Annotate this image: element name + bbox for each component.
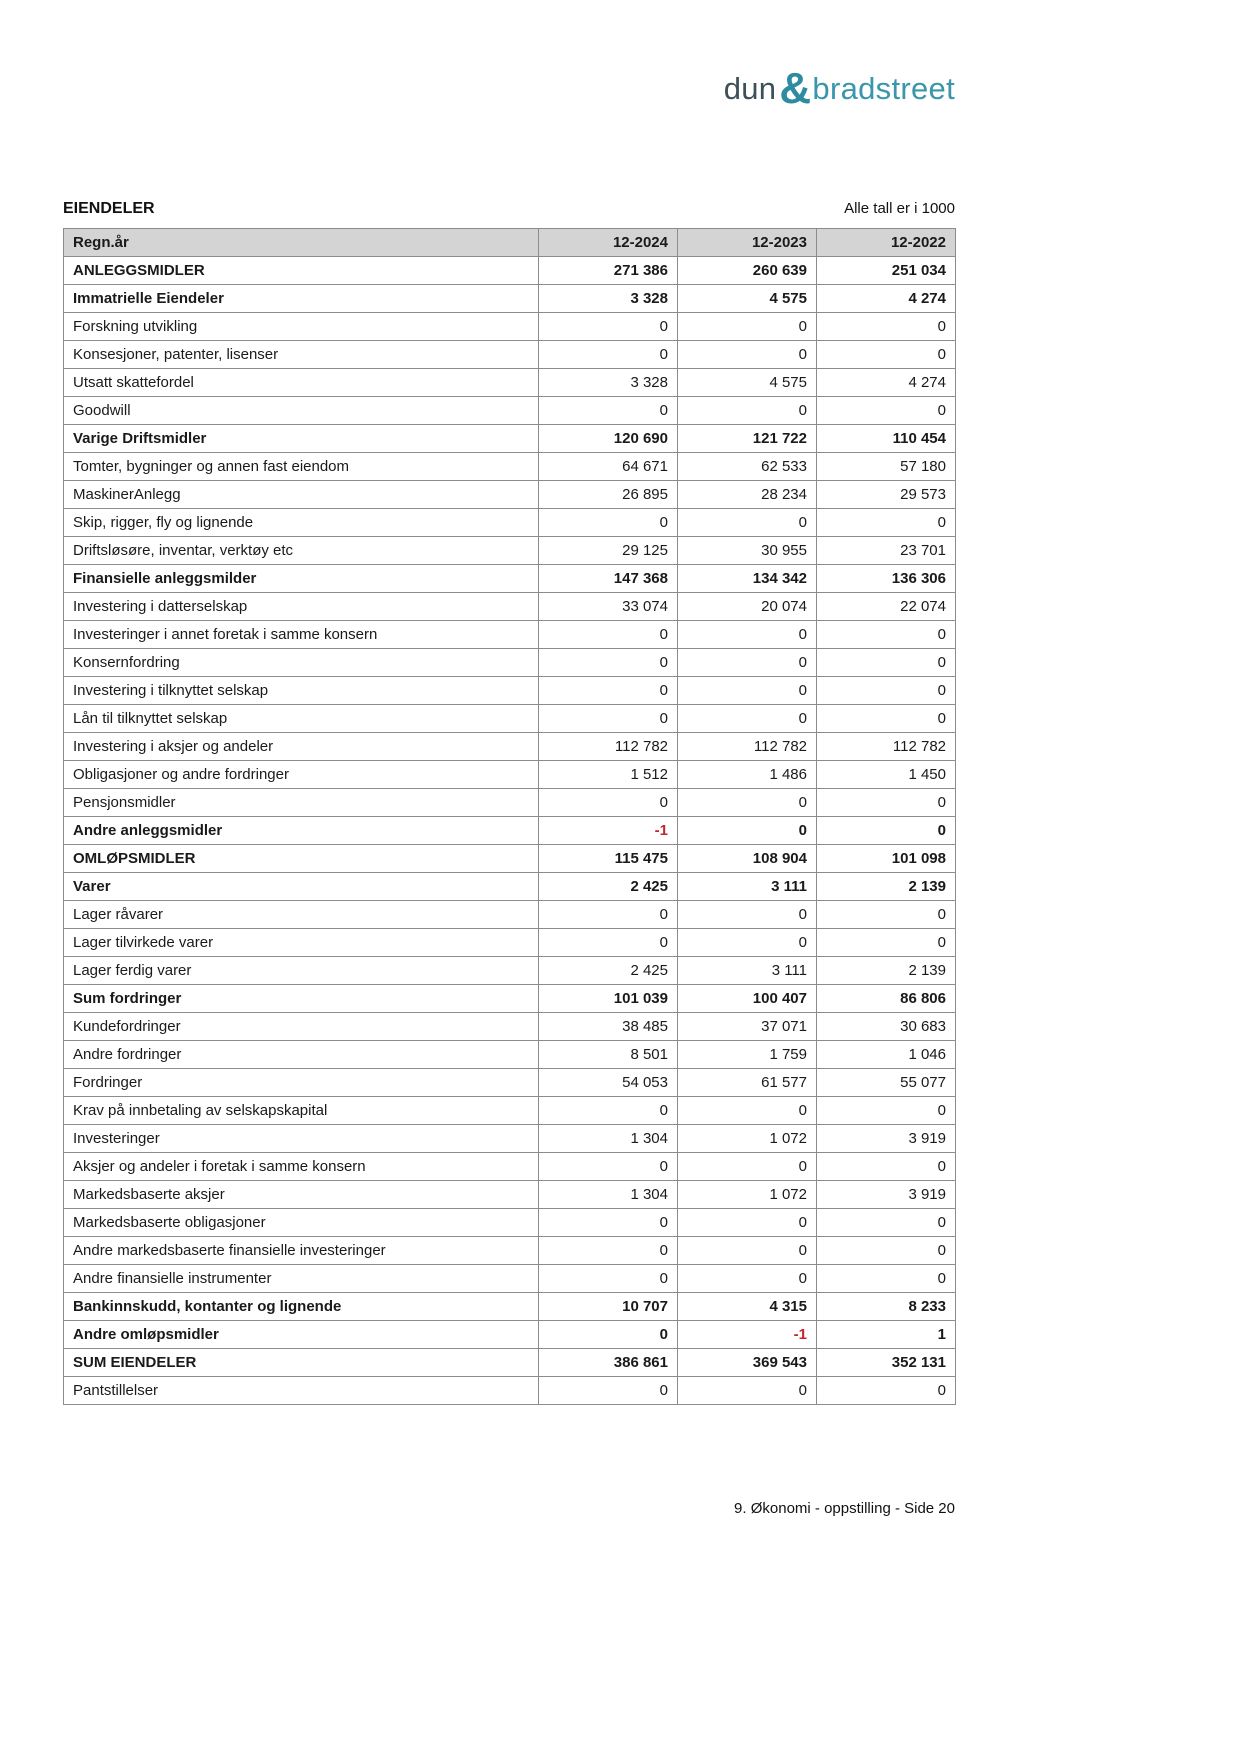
row-value: 0 <box>678 789 817 817</box>
row-label: Andre omløpsmidler <box>64 1321 539 1349</box>
row-value: 0 <box>539 1265 678 1293</box>
table-row <box>64 1153 956 1181</box>
row-value: 1 450 <box>817 761 956 789</box>
row-value: 1 <box>817 1321 956 1349</box>
row-value: 0 <box>678 1209 817 1237</box>
row-value: 26 895 <box>539 481 678 509</box>
row-value: 55 077 <box>817 1069 956 1097</box>
row-label: SUM EIENDELER <box>64 1349 539 1377</box>
row-value: 121 722 <box>678 425 817 453</box>
row-label: Finansielle anleggsmilder <box>64 565 539 593</box>
row-value: 1 304 <box>539 1125 678 1153</box>
row-value: 0 <box>539 1153 678 1181</box>
table-row <box>64 1209 956 1237</box>
row-value: 0 <box>539 929 678 957</box>
row-label: Lager råvarer <box>64 901 539 929</box>
table-row <box>64 341 956 369</box>
table-row <box>64 1265 956 1293</box>
row-value: 29 573 <box>817 481 956 509</box>
row-value: 352 131 <box>817 1349 956 1377</box>
row-value: 62 533 <box>678 453 817 481</box>
row-value: 23 701 <box>817 537 956 565</box>
row-value: 0 <box>817 817 956 845</box>
row-value: 101 039 <box>539 985 678 1013</box>
table-row <box>64 285 956 313</box>
row-label: Investeringer <box>64 1125 539 1153</box>
row-label: Tomter, bygninger og annen fast eiendom <box>64 453 539 481</box>
row-value: 0 <box>817 789 956 817</box>
assets-table <box>63 228 956 1405</box>
row-value: 112 782 <box>678 733 817 761</box>
row-value: 54 053 <box>539 1069 678 1097</box>
row-value: 4 274 <box>817 369 956 397</box>
row-value: 57 180 <box>817 453 956 481</box>
row-value: 0 <box>539 509 678 537</box>
row-value: 0 <box>817 929 956 957</box>
row-value: 0 <box>817 509 956 537</box>
row-value: 0 <box>817 1209 956 1237</box>
units-note: Alle tall er i 1000 <box>844 200 955 217</box>
row-value: 2 139 <box>817 957 956 985</box>
row-value: 0 <box>539 1377 678 1405</box>
row-label: Markedsbaserte obligasjoner <box>64 1209 539 1237</box>
row-label: Aksjer og andeler i foretak i samme konsern <box>64 1153 539 1181</box>
row-value: 101 098 <box>817 845 956 873</box>
column-header-2024: 12-2024 <box>539 229 678 257</box>
row-value: 2 139 <box>817 873 956 901</box>
row-value: 0 <box>678 705 817 733</box>
table-row <box>64 1377 956 1405</box>
row-value: 0 <box>678 313 817 341</box>
row-value: 0 <box>817 1265 956 1293</box>
row-value: 2 425 <box>539 957 678 985</box>
row-label: Andre anleggsmidler <box>64 817 539 845</box>
row-value: 271 386 <box>539 257 678 285</box>
column-header-2022: 12-2022 <box>817 229 956 257</box>
row-label: Konsernfordring <box>64 649 539 677</box>
row-value: 29 125 <box>539 537 678 565</box>
row-label: Immatrielle Eiendeler <box>64 285 539 313</box>
row-value: 251 034 <box>817 257 956 285</box>
row-value: 4 315 <box>678 1293 817 1321</box>
row-value: 37 071 <box>678 1013 817 1041</box>
row-value: 1 072 <box>678 1125 817 1153</box>
row-value: 0 <box>678 1153 817 1181</box>
table-row <box>64 649 956 677</box>
row-value: 0 <box>539 1237 678 1265</box>
row-value: 0 <box>678 1265 817 1293</box>
row-value: 20 074 <box>678 593 817 621</box>
row-value: 1 304 <box>539 1181 678 1209</box>
row-label: Krav på innbetaling av selskapskapital <box>64 1097 539 1125</box>
table-row <box>64 593 956 621</box>
row-value: 8 501 <box>539 1041 678 1069</box>
row-value: 0 <box>678 649 817 677</box>
table-row <box>64 817 956 845</box>
table-row <box>64 733 956 761</box>
row-value: 0 <box>678 621 817 649</box>
row-value: 0 <box>817 649 956 677</box>
title-bar <box>63 200 955 218</box>
table-row <box>64 1181 956 1209</box>
row-value: 0 <box>678 341 817 369</box>
row-value: -1 <box>539 817 678 845</box>
table-row <box>64 705 956 733</box>
row-value: 0 <box>817 705 956 733</box>
table-row <box>64 1041 956 1069</box>
row-value: 2 425 <box>539 873 678 901</box>
logo-text-bradstreet: bradstreet <box>812 71 955 106</box>
column-header-regnar: Regn.år <box>64 229 539 257</box>
row-value: 0 <box>817 677 956 705</box>
row-value: 0 <box>539 1097 678 1125</box>
table-row <box>64 1321 956 1349</box>
row-label: Lån til tilknyttet selskap <box>64 705 539 733</box>
row-value: 1 512 <box>539 761 678 789</box>
row-value: 1 072 <box>678 1181 817 1209</box>
table-row <box>64 565 956 593</box>
table-row <box>64 1237 956 1265</box>
row-value: 86 806 <box>817 985 956 1013</box>
row-value: 134 342 <box>678 565 817 593</box>
row-value: 0 <box>539 341 678 369</box>
row-value: 0 <box>678 817 817 845</box>
row-label: Varige Driftsmidler <box>64 425 539 453</box>
row-value: 0 <box>678 677 817 705</box>
row-value: 64 671 <box>539 453 678 481</box>
table-row <box>64 1013 956 1041</box>
table-row <box>64 621 956 649</box>
table-row <box>64 509 956 537</box>
table-row <box>64 929 956 957</box>
table-row <box>64 789 956 817</box>
row-value: 10 707 <box>539 1293 678 1321</box>
row-value: -1 <box>678 1321 817 1349</box>
row-label: Utsatt skattefordel <box>64 369 539 397</box>
table-row <box>64 1293 956 1321</box>
table-row <box>64 1069 956 1097</box>
row-value: 0 <box>539 1321 678 1349</box>
table-row <box>64 397 956 425</box>
row-value: 3 919 <box>817 1181 956 1209</box>
row-value: 108 904 <box>678 845 817 873</box>
row-value: 0 <box>817 397 956 425</box>
row-label: Driftsløsøre, inventar, verktøy etc <box>64 537 539 565</box>
row-value: 0 <box>678 509 817 537</box>
row-value: 0 <box>539 1209 678 1237</box>
table-row <box>64 845 956 873</box>
row-value: 0 <box>817 901 956 929</box>
row-value: 4 274 <box>817 285 956 313</box>
row-value: 260 639 <box>678 257 817 285</box>
row-label: Goodwill <box>64 397 539 425</box>
row-value: 0 <box>539 621 678 649</box>
row-value: 0 <box>817 1097 956 1125</box>
row-value: 110 454 <box>817 425 956 453</box>
row-label: MaskinerAnlegg <box>64 481 539 509</box>
table-row <box>64 761 956 789</box>
row-label: Bankinnskudd, kontanter og lignende <box>64 1293 539 1321</box>
table-row <box>64 537 956 565</box>
dun-bradstreet-logo <box>724 66 955 112</box>
row-value: 30 683 <box>817 1013 956 1041</box>
row-value: 0 <box>817 1153 956 1181</box>
column-header-2023: 12-2023 <box>678 229 817 257</box>
row-value: 4 575 <box>678 285 817 313</box>
row-label: Forskning utvikling <box>64 313 539 341</box>
row-value: 0 <box>817 1377 956 1405</box>
row-label: Konsesjoner, patenter, lisenser <box>64 341 539 369</box>
row-value: 120 690 <box>539 425 678 453</box>
row-value: 3 111 <box>678 873 817 901</box>
row-value: 28 234 <box>678 481 817 509</box>
row-value: 0 <box>678 929 817 957</box>
row-value: 369 543 <box>678 1349 817 1377</box>
row-value: 61 577 <box>678 1069 817 1097</box>
row-value: 386 861 <box>539 1349 678 1377</box>
row-value: 0 <box>539 649 678 677</box>
ampersand-icon: & <box>779 64 812 113</box>
row-value: 0 <box>817 621 956 649</box>
row-value: 112 782 <box>817 733 956 761</box>
row-label: Andre markedsbaserte finansielle investeringer <box>64 1237 539 1265</box>
table-row <box>64 957 956 985</box>
row-value: 8 233 <box>817 1293 956 1321</box>
table-row <box>64 425 956 453</box>
table-row <box>64 677 956 705</box>
table-header-row <box>64 229 956 257</box>
page-title: EIENDELER <box>63 200 155 217</box>
row-label: Lager tilvirkede varer <box>64 929 539 957</box>
table-row <box>64 901 956 929</box>
row-value: 0 <box>678 1097 817 1125</box>
row-label: Lager ferdig varer <box>64 957 539 985</box>
row-value: 0 <box>678 901 817 929</box>
table-row <box>64 985 956 1013</box>
row-value: 147 368 <box>539 565 678 593</box>
row-value: 0 <box>817 1237 956 1265</box>
row-value: 112 782 <box>539 733 678 761</box>
row-label: Pantstillelser <box>64 1377 539 1405</box>
table-row <box>64 1097 956 1125</box>
row-label: Investering i aksjer og andeler <box>64 733 539 761</box>
row-label: Varer <box>64 873 539 901</box>
row-value: 0 <box>678 1237 817 1265</box>
row-value: 100 407 <box>678 985 817 1013</box>
row-value: 0 <box>539 677 678 705</box>
table-row <box>64 313 956 341</box>
row-label: Kundefordringer <box>64 1013 539 1041</box>
table-row <box>64 481 956 509</box>
row-value: 0 <box>678 397 817 425</box>
row-label: Andre finansielle instrumenter <box>64 1265 539 1293</box>
row-value: 3 919 <box>817 1125 956 1153</box>
row-label: Skip, rigger, fly og lignende <box>64 509 539 537</box>
row-label: Investeringer i annet foretak i samme konsern <box>64 621 539 649</box>
row-value: 33 074 <box>539 593 678 621</box>
row-label: ANLEGGSMIDLER <box>64 257 539 285</box>
row-label: OMLØPSMIDLER <box>64 845 539 873</box>
row-label: Fordringer <box>64 1069 539 1097</box>
row-value: 1 486 <box>678 761 817 789</box>
row-value: 4 575 <box>678 369 817 397</box>
row-value: 0 <box>817 313 956 341</box>
row-value: 3 328 <box>539 369 678 397</box>
table-row <box>64 1349 956 1377</box>
row-value: 0 <box>539 901 678 929</box>
row-value: 0 <box>539 313 678 341</box>
row-label: Sum fordringer <box>64 985 539 1013</box>
page-footer: 9. Økonomi - oppstilling - Side 20 <box>734 1500 955 1517</box>
row-value: 115 475 <box>539 845 678 873</box>
table-row <box>64 453 956 481</box>
table-row <box>64 257 956 285</box>
row-label: Obligasjoner og andre fordringer <box>64 761 539 789</box>
row-value: 1 046 <box>817 1041 956 1069</box>
row-value: 0 <box>539 397 678 425</box>
row-value: 30 955 <box>678 537 817 565</box>
row-value: 0 <box>539 789 678 817</box>
row-label: Markedsbaserte aksjer <box>64 1181 539 1209</box>
row-value: 3 111 <box>678 957 817 985</box>
logo-text-dun: dun <box>723 71 777 106</box>
row-label: Investering i datterselskap <box>64 593 539 621</box>
table-row <box>64 873 956 901</box>
row-value: 38 485 <box>539 1013 678 1041</box>
row-label: Pensjonsmidler <box>64 789 539 817</box>
row-value: 1 759 <box>678 1041 817 1069</box>
table-row <box>64 369 956 397</box>
row-value: 136 306 <box>817 565 956 593</box>
row-label: Andre fordringer <box>64 1041 539 1069</box>
row-value: 22 074 <box>817 593 956 621</box>
row-value: 3 328 <box>539 285 678 313</box>
row-value: 0 <box>678 1377 817 1405</box>
row-label: Investering i tilknyttet selskap <box>64 677 539 705</box>
row-value: 0 <box>817 341 956 369</box>
row-value: 0 <box>539 705 678 733</box>
table-row <box>64 1125 956 1153</box>
